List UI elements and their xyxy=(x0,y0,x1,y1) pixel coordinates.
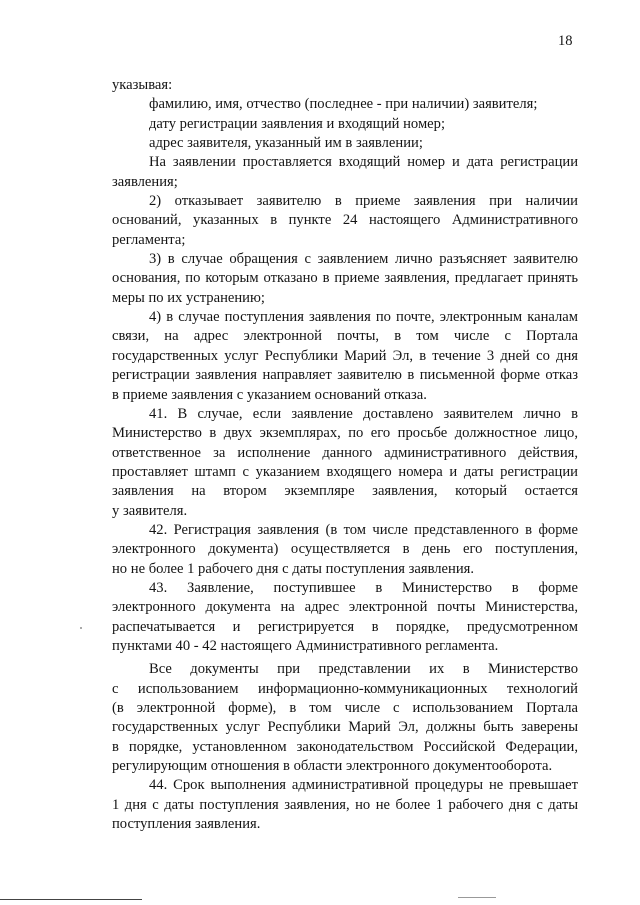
footer-line-right xyxy=(458,897,496,898)
text-line: заявления; xyxy=(112,173,178,190)
text-line: 42. Регистрация заявления (в том числе представленного в форме xyxy=(149,521,578,538)
text-line: в приеме заявления с указанием оснований отказа. xyxy=(112,386,427,403)
text-line: 4) в случае поступления заявления по почте, электронным каналам xyxy=(149,309,578,326)
text-line: поступления заявления. xyxy=(112,816,261,833)
text-line: меры по их устранению; xyxy=(112,289,265,306)
text-line: электронного документа) осуществляется в день его поступления, xyxy=(112,541,578,558)
text-line: регулирующим отношения в области электронного документооборота. xyxy=(112,758,553,775)
text-line: Все документы при представлении их в Министерство xyxy=(149,661,578,678)
footer-line-left xyxy=(0,899,142,900)
page-number: 18 xyxy=(558,33,573,49)
text-line: адрес заявителя, указанный им в заявлении; xyxy=(149,135,423,152)
text-line: распечатывается и регистрируется в порядке, предусмотренном xyxy=(112,618,578,635)
text-line: 44. Срок выполнения административной процедуры не превышает xyxy=(149,777,578,794)
text-line: ответственное за исполнение данного административного действия, xyxy=(112,444,578,461)
text-line: у заявителя. xyxy=(112,502,188,519)
text-line: На заявлении проставляется входящий номер и дата регистрации xyxy=(149,154,578,171)
text-line: регистрации заявления направляет заявителю в письменной форме отказ xyxy=(112,367,578,384)
text-line: основания, по которым отказано в приеме заявления, предлагает принять xyxy=(112,270,578,287)
text-line: 3) в случае обращения с заявлением лично разъясняет заявителю xyxy=(149,251,578,268)
text-line: пунктами 40 - 42 настоящего Административного регламента. xyxy=(112,637,499,654)
document-body xyxy=(112,76,578,834)
text-line: проставляет штамп с указанием входящего номера и даты регистрации xyxy=(112,463,578,480)
text-line: государственных услуг Республики Марий Эл, должны быть заверены xyxy=(112,719,578,736)
text-line: 1 дня с даты поступления заявления, но не более 1 рабочего дня с даты xyxy=(112,796,578,813)
text-line: с использованием информационно-коммуникационных технологий xyxy=(112,680,578,697)
text-line: но не более 1 рабочего дня с даты поступления заявления. xyxy=(112,560,475,577)
text-line: 43. Заявление, поступившее в Министерство в форме xyxy=(149,579,578,596)
text-line: связи, на адрес электронной почты, в том числе с Портала xyxy=(112,328,578,345)
margin-mark xyxy=(80,627,82,629)
text-line: 2) отказывает заявителю в приеме заявления при наличии xyxy=(149,193,578,210)
text-line: в порядке, установленном законодательством Российской Федерации, xyxy=(112,738,578,755)
text-line: государственных услуг Республики Марий Эл, в течение 3 дней со дня xyxy=(112,347,578,364)
text-line: заявления на втором экземпляре заявления, который остается xyxy=(112,483,578,500)
text-line: фамилию, имя, отчество (последнее - при наличии) заявителя; xyxy=(149,96,538,113)
text-line: 41. В случае, если заявление доставлено заявителем лично в xyxy=(149,405,578,422)
text-line: Министерство в двух экземплярах, по его просьбе должностное лицо, xyxy=(112,425,578,442)
text-line: указывая: xyxy=(112,77,173,93)
text-line: дату регистрации заявления и входящий номер; xyxy=(149,115,446,132)
text-line: (в электронной форме), в том числе с использованием Портала xyxy=(112,700,578,716)
text-line: электронного документа на адрес электронной почты Министерства, xyxy=(112,599,578,616)
text-line: регламента; xyxy=(112,231,186,248)
text-line: оснований, указанных в пункте 24 настоящего Административного xyxy=(112,212,578,229)
